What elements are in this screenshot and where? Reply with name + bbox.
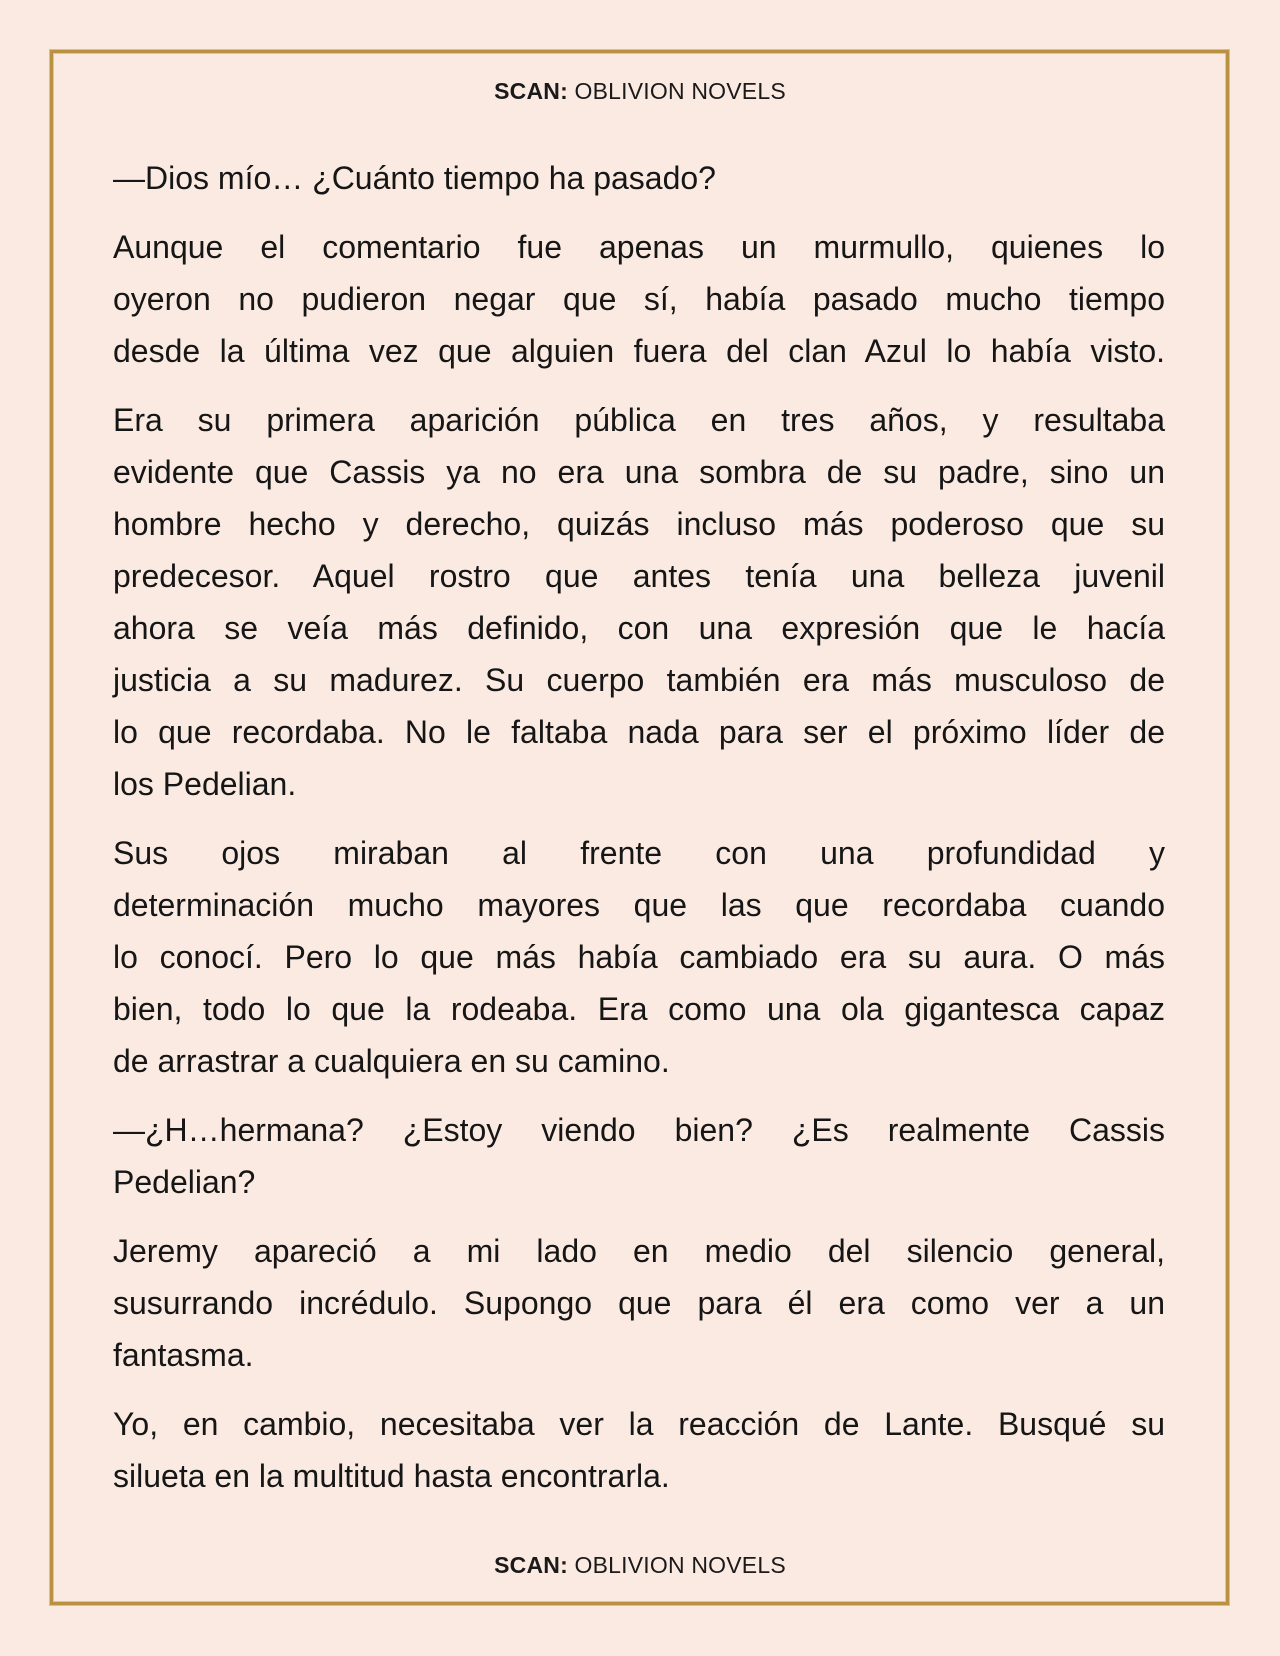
paragraph-3	[113, 394, 1165, 810]
text-line: de arrastrar a cualquiera en su camino.	[113, 1043, 670, 1079]
text-line: ahora se veía más definido, con una expresión que le hacía	[113, 610, 1165, 646]
header-scan-credit	[0, 78, 1280, 105]
text-line: justicia a su madurez. Su cuerpo también era más musculoso de	[113, 662, 1165, 698]
text-line: Aunque el comentario fue apenas un murmullo, quienes lo	[113, 229, 1165, 265]
paragraph-7	[113, 1398, 1165, 1502]
text-line: determinación mucho mayores que las que recordaba cuando	[113, 887, 1165, 923]
text-line: oyeron no pudieron negar que sí, había pasado mucho tiempo	[113, 281, 1165, 317]
footer-scan-label: SCAN:	[494, 1552, 568, 1578]
text-line: Jeremy apareció a mi lado en medio del silencio general,	[113, 1233, 1165, 1269]
text-line: los Pedelian.	[113, 766, 297, 802]
text-line: Yo, en cambio, necesitaba ver la reacción de Lante. Busqué su	[113, 1406, 1165, 1442]
paragraph-5	[113, 1104, 1165, 1208]
text-line: —Dios mío… ¿Cuánto tiempo ha pasado?	[113, 160, 716, 196]
text-line: —¿H…hermana? ¿Estoy viendo bien? ¿Es realmente Cassis	[113, 1112, 1165, 1148]
header-scan-group: OBLIVION NOVELS	[567, 78, 786, 104]
text-line: lo que recordaba. No le faltaba nada para ser el próximo líder de	[113, 714, 1165, 750]
header-scan-label: SCAN:	[494, 78, 568, 104]
text-line: predecesor. Aquel rostro que antes tenía una belleza juvenil	[113, 558, 1165, 594]
footer-scan-group: OBLIVION NOVELS	[567, 1552, 786, 1578]
paragraph-6	[113, 1225, 1165, 1381]
text-line: bien, todo lo que la rodeaba. Era como una ola gigantesca capaz	[113, 991, 1165, 1027]
text-line: fantasma.	[113, 1337, 254, 1373]
text-line: desde la última vez que alguien fuera del clan Azul lo había visto.	[113, 333, 1165, 369]
text-line: silueta en la multitud hasta encontrarla.	[113, 1458, 670, 1494]
text-line: hombre hecho y derecho, quizás incluso más poderoso que su	[113, 506, 1165, 542]
text-line: Pedelian?	[113, 1164, 256, 1200]
paragraph-1	[113, 152, 1165, 204]
text-line: evidente que Cassis ya no era una sombra de su padre, sino un	[113, 454, 1165, 490]
text-line: Sus ojos miraban al frente con una profundidad y	[113, 835, 1165, 871]
text-line: lo conocí. Pero lo que más había cambiado era su aura. O más	[113, 939, 1165, 975]
paragraph-2	[113, 221, 1165, 377]
chapter-text	[113, 152, 1165, 1519]
paragraph-4	[113, 827, 1165, 1087]
text-line: susurrando incrédulo. Supongo que para él era como ver a un	[113, 1285, 1165, 1321]
text-line: Era su primera aparición pública en tres años, y resultaba	[113, 402, 1165, 438]
footer-scan-credit	[0, 1552, 1280, 1579]
